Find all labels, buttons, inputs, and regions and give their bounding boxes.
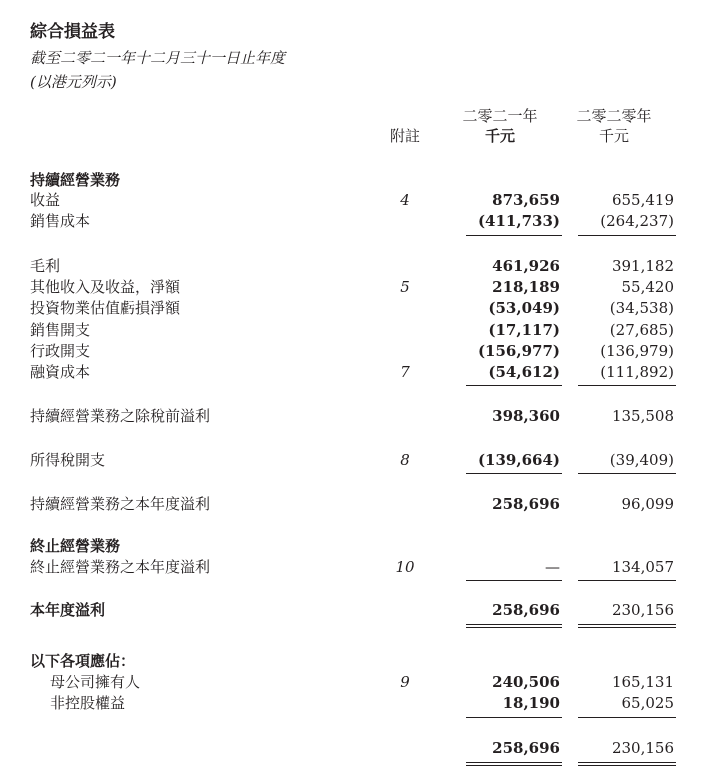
cost-of-sales-2021: (411,733) (477, 212, 560, 230)
total-double-rule (578, 624, 676, 628)
continuing-heading: 持續經營業務 (30, 171, 121, 189)
owners-2021: 240,506 (492, 673, 560, 691)
year-profit-2021: 258,696 (492, 601, 560, 619)
pbt-2020: 135,508 (611, 407, 674, 425)
total-double-rule (466, 624, 562, 628)
other-income-note: 5 (400, 278, 410, 296)
subtotal-rule (578, 580, 676, 581)
fv-loss-label: 投資物業估值虧損淨額 (30, 299, 181, 317)
total-double-rule (578, 762, 676, 766)
discontinued-heading: 終止經營業務 (30, 537, 121, 555)
other-income-label: 其他收入及收益，淨額 (30, 278, 181, 296)
tax-label: 所得稅開支 (30, 451, 106, 469)
admin-exp-2020: (136,979) (600, 342, 674, 360)
gross-profit-2021: 461,926 (492, 257, 560, 275)
fv-loss-2020: (34,538) (609, 299, 674, 317)
col-2021-unit: 千元 (484, 127, 515, 145)
tax-2020: (39,409) (609, 451, 674, 469)
revenue-note: 4 (400, 191, 410, 209)
owners-note: 9 (400, 673, 410, 691)
col-note-header: 附註 (389, 127, 420, 145)
nci-2021: 18,190 (502, 694, 560, 712)
attributable-total-2020: 230,156 (611, 739, 674, 757)
attributable-total-2021: 258,696 (492, 739, 560, 757)
year-profit-label: 本年度溢利 (30, 601, 106, 619)
discontinued-profit-label: 終止經營業務之本年度溢利 (30, 558, 211, 576)
admin-exp-2021: (156,977) (477, 342, 560, 360)
total-double-rule (466, 762, 562, 766)
subtotal-rule (466, 717, 562, 718)
nci-label: 非控股權益 (50, 694, 126, 712)
subtotal-rule (578, 473, 676, 474)
nci-2020: 65,025 (621, 694, 674, 712)
finance-costs-2020: (111,892) (600, 363, 674, 381)
subtotal-rule (466, 385, 562, 386)
continuing-profit-label: 持續經營業務之本年度溢利 (30, 495, 211, 513)
revenue-label: 收益 (30, 191, 61, 209)
selling-exp-label: 銷售開支 (30, 321, 91, 339)
col-2021-header: 二零二一年 (462, 107, 538, 125)
owners-label: 母公司擁有人 (50, 673, 141, 691)
statement-period: 截至二零二一年十二月三十一日止年度 (30, 49, 286, 67)
finance-costs-label: 融資成本 (30, 363, 91, 381)
other-income-2020: 55,420 (621, 278, 674, 296)
subtotal-rule (578, 235, 676, 236)
revenue-2020: 655,419 (611, 191, 674, 209)
continuing-profit-2020: 96,099 (621, 495, 674, 513)
other-income-2021: 218,189 (492, 278, 560, 296)
subtotal-rule (578, 717, 676, 718)
continuing-profit-2021: 258,696 (492, 495, 560, 513)
selling-exp-2021: (17,117) (488, 321, 560, 339)
cost-of-sales-label: 銷售成本 (30, 212, 91, 230)
pbt-2021: 398,360 (492, 407, 560, 425)
subtotal-rule (466, 580, 562, 581)
year-profit-2020: 230,156 (611, 601, 674, 619)
subtotal-rule (466, 235, 562, 236)
attributable-heading: 以下各項應佔： (30, 652, 136, 670)
finance-costs-2021: (54,612) (488, 363, 560, 381)
tax-note: 8 (400, 451, 410, 469)
revenue-2021: 873,659 (492, 191, 560, 209)
discontinued-profit-2020: 134,057 (611, 558, 674, 576)
discontinued-profit-note: 10 (395, 558, 415, 576)
subtotal-rule (578, 385, 676, 386)
cost-of-sales-2020: (264,237) (600, 212, 674, 230)
subtotal-rule (466, 473, 562, 474)
col-2020-unit: 千元 (598, 127, 629, 145)
statement-title: 綜合損益表 (30, 22, 115, 42)
fv-loss-2021: (53,049) (488, 299, 560, 317)
gross-profit-2020: 391,182 (611, 257, 674, 275)
pbt-label: 持續經營業務之除稅前溢利 (30, 407, 211, 425)
gross-profit-label: 毛利 (30, 257, 61, 275)
finance-costs-note: 7 (400, 363, 410, 381)
selling-exp-2020: (27,685) (609, 321, 674, 339)
owners-2020: 165,131 (611, 673, 674, 691)
col-2020-header: 二零二零年 (576, 107, 652, 125)
discontinued-profit-2021: — (545, 558, 560, 576)
currency-note: (以港元列示) (30, 73, 117, 91)
admin-exp-label: 行政開支 (30, 342, 91, 360)
tax-2021: (139,664) (477, 451, 560, 469)
